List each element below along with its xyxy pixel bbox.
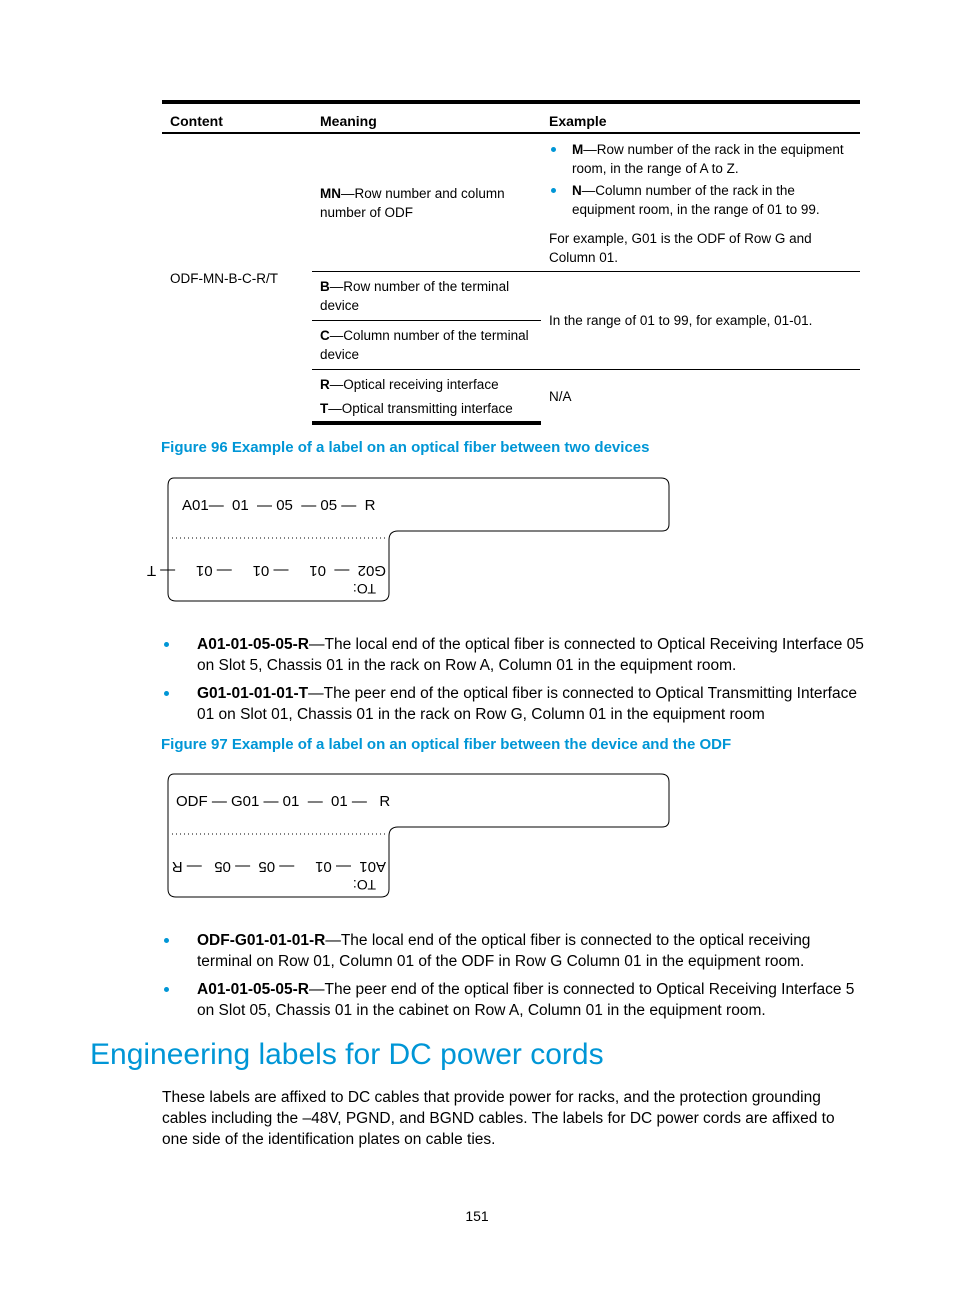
bullet-key: M [572, 142, 584, 157]
meaning-mn [312, 133, 541, 272]
meaning-t-key: T [320, 401, 329, 416]
example-note: For example, G01 is the ODF of Row G and Column 01. [549, 231, 812, 265]
header-meaning: Meaning [312, 102, 541, 133]
bullet-key: ODF-G01-01-01-R [197, 932, 326, 949]
example-rt: N/A [541, 370, 860, 424]
label-to-text: TO: [352, 581, 376, 597]
bullet-text: —Row number of the rack in the equipment room, in the range of A to Z. [572, 142, 844, 176]
section-title: Engineering labels for DC power cords [90, 1038, 604, 1071]
list-item [162, 979, 864, 1021]
meaning-b [312, 272, 541, 321]
table-row-mn [162, 133, 860, 272]
list-item [549, 181, 852, 219]
list-item [162, 683, 864, 725]
page-number: 151 [465, 1208, 489, 1224]
bullet-icon [164, 642, 169, 647]
meaning-r [312, 370, 541, 397]
list-item [549, 140, 852, 178]
figure-96-bullets [162, 634, 864, 732]
bullet-icon [164, 938, 169, 943]
section-intro: These labels are affixed to DC cables that provide power for racks, and the protection grounding cables including the –48V, PGND, and BGND cables. The labels for DC power cords are affixed to one side of the identification plates on cable ties. [162, 1089, 835, 1148]
bullet-icon [551, 147, 556, 152]
figure-96-label [147, 477, 671, 603]
header-content: Content [162, 102, 312, 133]
definition-table [162, 100, 860, 425]
label-outline [166, 773, 671, 899]
meaning-r-key: R [320, 377, 330, 392]
bullet-icon [164, 691, 169, 696]
bullet-text: —The local end of the optical fiber is connected to Optical Receiving Interface 05 on Slot 5, Chassis 01 in the rack on Row A, Column 01 in the equipment room. [197, 636, 864, 674]
figure-96-caption: Figure 96 Example of a label on an optical fiber between two devices [161, 439, 650, 456]
list-item [162, 930, 864, 972]
table-header-row [162, 102, 860, 133]
bullet-icon [551, 188, 556, 193]
list-item [162, 634, 864, 676]
bullet-text: —The peer end of the optical fiber is connected to Optical Transmitting Interface 01 on Slot 01, Chassis 01 in the rack on Row G, Column 01 in the equipment room [197, 685, 857, 723]
content-cell [162, 133, 312, 423]
label-peer-text: G02 — 01 — 01 — 01 — T [147, 562, 386, 579]
bullet-key: G01-01-01-01-T [197, 685, 309, 702]
figure-97-label [166, 773, 671, 899]
bullet-key: A01-01-05-05-R [197, 636, 309, 653]
example-mn [541, 133, 860, 272]
label-local-text: A01— 01 — 05 — 05 — R [182, 497, 376, 514]
meaning-c-key: C [320, 328, 330, 343]
bullet-text: —Column number of the rack in the equipment room, in the range of 01 to 99. [572, 183, 820, 217]
bullet-icon [164, 987, 169, 992]
bullet-key: N [572, 183, 582, 198]
bullet-key: A01-01-05-05-R [197, 981, 309, 998]
meaning-t [312, 396, 541, 423]
example-bc: In the range of 01 to 99, for example, 01-01. [541, 272, 860, 370]
meaning-b-text: —Row number of the terminal device [320, 279, 510, 313]
label-local-text: ODF — G01 — 01 — 01 — R [176, 793, 391, 810]
bullet-text: —The peer end of the optical fiber is connected to Optical Receiving Interface 5 on Slot 05, Chassis 01 in the cabinet on Row A, Column 01 in the equipment room. [197, 981, 855, 1019]
bullet-text: —The local end of the optical fiber is connected to the optical receiving terminal on Row 01, Column 01 of the ODF in Row G Column 01 in the equipment room. [197, 932, 811, 970]
label-peer-text: A01 — 01 — 05 — 05 — R [171, 858, 386, 875]
meaning-c [312, 321, 541, 370]
meaning-r-text: —Optical receiving interface [329, 377, 499, 392]
figure-97-bullets [162, 930, 864, 1028]
content-code: ODF-MN-B-C-R/T [170, 271, 278, 286]
meaning-t-text: —Optical transmitting interface [328, 401, 513, 416]
label-to-text: TO: [352, 877, 376, 893]
meaning-mn-text: —Row number and column number of ODF [320, 185, 505, 220]
meaning-b-key: B [320, 279, 330, 294]
meaning-c-text: —Column number of the terminal device [320, 328, 529, 362]
meaning-mn-key: MN [320, 185, 341, 201]
figure-97-caption: Figure 97 Example of a label on an optical fiber between the device and the ODF [161, 736, 732, 753]
header-example: Example [541, 102, 860, 133]
label-outline [166, 477, 671, 603]
